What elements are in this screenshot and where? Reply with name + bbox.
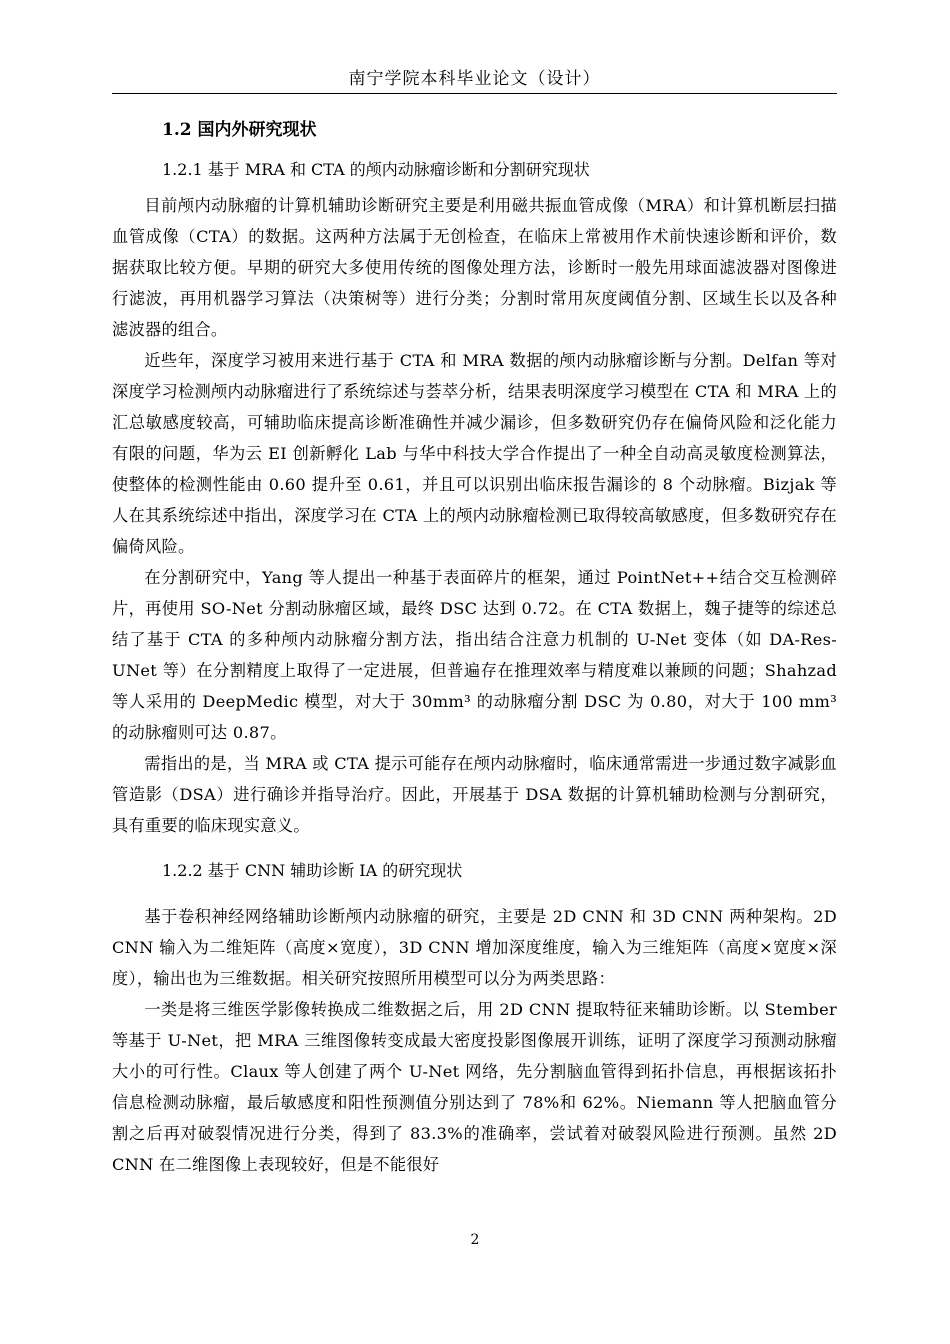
running-header: 南宁学院本科毕业论文（设计） (348, 69, 601, 89)
paragraph: 一类是将三维医学影像转换成二维数据之后，用 2D CNN 提取特征来辅助诊断。以 Stember 等基于 U-Net，把 MRA 三维图像转变成最大密度投影图像展开训练，证明了深度学习预测动脉瘤大小的可行性。Claux 等人创建了两个 U-Net 网络，先分割脑血管得到拓扑信息，再根据该拓扑信息检测动脉瘤，最后敏感度和阳性预测值分别达到了 78%和 62%。Niemann 等人把脑血管分割之后再对破裂情况进行分类，得到了 83.3%的准确率，尝试着对破裂风险进行预测。虽然 2D CNN 在二维图像上表现较好，但是不能很好 (112, 1000, 837, 1174)
subsection-heading-1: 1.2.1 基于 MRA 和 CTA 的颅内动脉瘤诊断和分割研究现状 (162, 160, 590, 179)
subsection-heading-2: 1.2.2 基于 CNN 辅助诊断 IA 的研究现状 (162, 861, 463, 880)
paragraph: 基于卷积神经网络辅助诊断颅内动脉瘤的研究，主要是 2D CNN 和 3D CNN 两种架构。2D CNN 输入为二维矩阵（高度×宽度），3D CNN 增加深度维度，输入为三维矩阵（高度×宽度×深度），输出也为三维数据。相关研究按照所用模型可以分为两类思路： (112, 907, 837, 988)
header-rule (112, 93, 837, 94)
paragraph: 近些年，深度学习被用来进行基于 CTA 和 MRA 数据的颅内动脉瘤诊断与分割。Delfan 等对深度学习检测颅内动脉瘤进行了系统综述与荟萃分析，结果表明深度学习模型在 CTA 和 MRA 上的汇总敏感度较高，可辅助临床提高诊断准确性并减少漏诊，但多数研究仍存在偏倚风险和泛化能力有限的问题，华为云 EI 创新孵化 Lab 与华中科技大学合作提出了一种全自动高灵敏度检测算法，使整体的检测性能由 0.60 提升至 0.61，并且可以识别出临床报告漏诊的 8 个动脉瘤。Bizjak 等人在其系统综述中指出，深度学习在 CTA 上的颅内动脉瘤检测已取得较高敏感度，但多数研究存在偏倚风险。 (112, 351, 837, 556)
section-gap (112, 841, 837, 851)
page-number: 2 (470, 1232, 480, 1248)
paragraph: 在分割研究中，Yang 等人提出一种基于表面碎片的框架，通过 PointNet++结合交互检测碎片，再使用 SO-Net 分割动脉瘤区域，最终 DSC 达到 0.72。在 CTA 数据上，魏子捷等的综述总结了基于 CTA 的多种颅内动脉瘤分割方法，指出结合注意力机制的 U-Net 变体（如 DA-Res-UNet 等）在分割精度上取得了一定进展，但普遍存在推理效率与精度难以兼顾的问题；Shahzad 等人采用的 DeepMedic 模型，对大于 30mm³ 的动脉瘤分割 DSC 为 0.80，对大于 100 mm³ 的动脉瘤则可达 0.87。 (112, 568, 837, 742)
section-gap (112, 891, 837, 901)
paragraph: 需指出的是，当 MRA 或 CTA 提示可能存在颅内动脉瘤时，临床通常需进一步通过数字减影血管造影（DSA）进行确诊并指导治疗。因此，开展基于 DSA 数据的计算机辅助检测与分割研究，具有重要的临床现实意义。 (112, 754, 837, 835)
paragraph: 目前颅内动脉瘤的计算机辅助诊断研究主要是利用磁共振血管成像（MRA）和计算机断层扫描血管成像（CTA）的数据。这两种方法属于无创检查，在临床上常被用作术前快速诊断和评价，数据获取比较方便。早期的研究大多使用传统的图像处理方法，诊断时一般先用球面滤波器对图像进行滤波，再用机器学习算法（决策树等）进行分类；分割时常用灰度阈值分割、区域生长以及各种滤波器的组合。 (112, 196, 837, 339)
section-heading: 1.2 国内外研究现状 (162, 120, 317, 140)
page-body (112, 110, 837, 1180)
